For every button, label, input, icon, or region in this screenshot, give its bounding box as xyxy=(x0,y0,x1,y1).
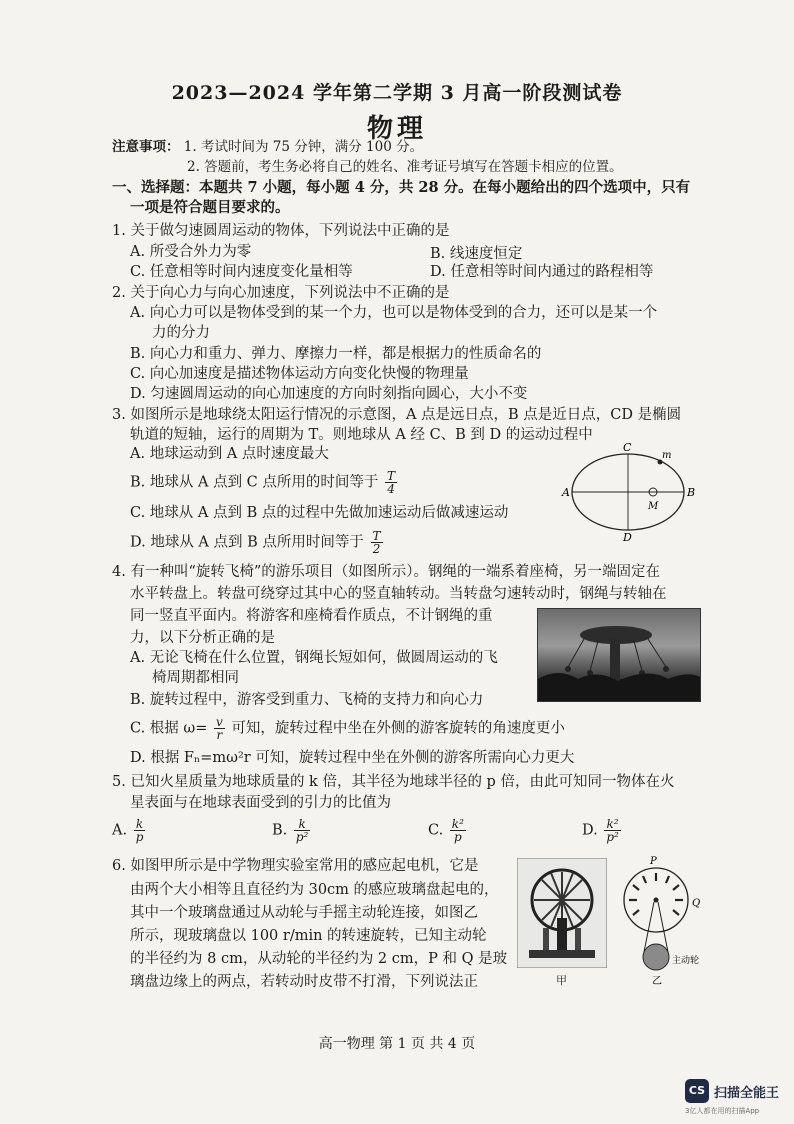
q5-option-a xyxy=(112,818,147,843)
label-M: M xyxy=(648,501,659,512)
q3-stem-2: 轨道的短轴，运行的周期为 T。则地球从 A 经 C、B 到 D 的运动过程中 xyxy=(130,427,593,443)
q5-b-num: k xyxy=(294,818,311,831)
q4-option-c xyxy=(130,716,565,741)
page-footer: 高一物理 第 1 页 共 4 页 xyxy=(318,1036,476,1052)
notes-item-1: 1. 考试时间为 75 分钟，满分 100 分。 xyxy=(183,139,424,155)
driver-wheel xyxy=(643,944,669,970)
q3-d-numerator: T xyxy=(372,529,381,543)
q3-b-denominator: 4 xyxy=(387,482,395,496)
exam-title: 2023—2024 学年第二学期 3 月高一阶段测试卷 xyxy=(171,82,623,104)
q5-c-den: p xyxy=(454,830,462,844)
q4-c-numerator: v xyxy=(216,715,223,729)
q3-option-d-text: D. 地球从 A 点到 B 点所用时间等于 xyxy=(130,534,364,551)
driven-wheel xyxy=(654,898,659,903)
q4-stem-3: 同一竖直平面内。将游客和座椅看作质点，不计钢绳的重 xyxy=(130,608,493,624)
disc-segments xyxy=(629,873,683,915)
wheel-diagram xyxy=(612,854,712,989)
q2-option-a: A. 向心力可以是物体受到的某一个力，也可以是物体受到的合力，还可以是某一个 xyxy=(130,305,658,321)
q3-option-d xyxy=(130,530,385,555)
q2-option-d: D. 匀速圆周运动的向心加速度的方向时刻指向圆心，大小不变 xyxy=(130,386,528,402)
q5-b-fraction xyxy=(294,818,311,843)
section-heading-2: 一项是符合题目要求的。 xyxy=(130,199,290,216)
q5-d-label: D. xyxy=(582,822,598,839)
q5-option-b xyxy=(272,818,312,843)
q4-option-a-cont: 椅周期都相同 xyxy=(152,670,239,686)
generator-graphic xyxy=(517,858,607,968)
q5-c-label: C. xyxy=(428,822,444,839)
q4-option-b: B. 旋转过程中，游客受到重力、飞椅的支持力和向心力 xyxy=(130,692,484,708)
q5-a-fraction xyxy=(134,818,146,843)
q5-option-d xyxy=(582,818,623,843)
q4-stem-4: 力，以下分析正确的是 xyxy=(130,630,275,646)
label-C: C xyxy=(623,442,632,454)
q3-option-b-fraction xyxy=(385,470,397,495)
q5-c-num: k² xyxy=(451,817,464,831)
q1-option-c: C. 任意相等时间内速度变化量相等 xyxy=(130,264,353,280)
orbit-diagram xyxy=(560,442,700,542)
camscanner-logo-icon: CS xyxy=(685,1079,709,1103)
label-yi: 乙 xyxy=(652,976,662,987)
q5-a-label: A. xyxy=(112,822,128,839)
q5-a-den: p xyxy=(135,830,144,844)
label-driver-wheel: 主动轮 xyxy=(672,956,700,966)
q5-a-num: k xyxy=(134,818,146,831)
label-D: D xyxy=(623,531,632,542)
camscanner-tagline: 3亿人都在用的扫描App xyxy=(685,1107,760,1115)
q3-d-denominator: 2 xyxy=(372,542,381,556)
label-m: m xyxy=(662,450,672,461)
q4-option-c-pre: C. 根据 ω= xyxy=(130,720,208,737)
q2-option-b: B. 向心力和重力、弹力、摩擦力一样，都是根据力的性质命名的 xyxy=(130,346,542,362)
notes-line-1 xyxy=(112,137,423,157)
generator-figure xyxy=(517,858,607,968)
q3-b-numerator: T xyxy=(387,469,396,483)
q5-b-label: B. xyxy=(272,822,288,839)
q4-option-d: D. 根据 Fₙ=mω²r 可知，旋转过程中坐在外侧的游客所需向心力更大 xyxy=(130,750,575,766)
label-B: B xyxy=(687,486,696,499)
q5-d-fraction xyxy=(604,818,621,843)
q4-stem-1: 4. 有一种叫“旋转飞椅”的游乐项目（如图所示）。钢绳的一端系着座椅，另一端固定在 xyxy=(112,564,661,580)
notes-item-2: 2. 答题前，考生务必将自己的姓名、准考证号填写在答题卡相应的位置。 xyxy=(187,159,623,175)
label-P: P xyxy=(650,856,657,867)
q4-option-c-post: 可知，旋转过程中坐在外侧的游客旋转的角速度更小 xyxy=(231,720,565,737)
q6-line-6: 璃盘边缘上的两点，若转动时皮带不打滑，下列说法正 xyxy=(130,974,478,990)
q1-option-b: B. 线速度恒定 xyxy=(430,246,523,262)
q3-stem-1: 3. 如图所示是地球绕太阳运行情况的示意图，A 点是远日点，B 点是近日点，CD 是椭圆 xyxy=(112,407,682,423)
q5-option-c xyxy=(428,818,468,843)
q4-stem-2: 水平转盘上。转盘可绕穿过其中心的竖直轴转动。当转盘匀速转动时，钢绳与转轴在 xyxy=(130,586,667,602)
q6-line-5: 的半径约为 8 cm，从动轮的半径约为 2 cm，P 和 Q 是玻 xyxy=(130,951,508,967)
q5-stem-2: 星表面与在地球表面受到的引力的比值为 xyxy=(130,795,391,811)
label-A: A xyxy=(562,486,570,499)
q6-line-4: 所示，现玻璃盘以 100 r/min 的转速旋转，已知主动轮 xyxy=(130,928,487,944)
q4-option-c-fraction xyxy=(214,716,225,741)
q4-c-denominator: r xyxy=(216,728,223,742)
q6-line-1: 6. 如图甲所示是中学物理实验室常用的感应起电机，它是 xyxy=(112,858,479,874)
swing-ride-graphic xyxy=(538,609,700,701)
q4-option-a: A. 无论飞椅在什么位置，钢绳长短如何，做圆周运动的飞 xyxy=(130,650,498,666)
q6-line-2: 由两个大小相等且直径约为 30cm 的感应玻璃盘起电的， xyxy=(130,882,499,898)
q2-option-c: C. 向心加速度是描述物体运动方向变化快慢的物理量 xyxy=(130,366,469,382)
q5-d-num: k² xyxy=(604,818,621,831)
q5-b-den: p² xyxy=(295,830,309,844)
q1-stem: 1. 关于做匀速圆周运动的物体，下列说法中正确的是 xyxy=(112,223,450,239)
q1-option-a: A. 所受合外力为零 xyxy=(130,244,252,260)
q6-line-3: 其中一个玻璃盘通过从动轮与手摇主动轮连接，如图乙 xyxy=(130,905,478,921)
q3-option-b xyxy=(130,470,399,495)
label-jia: 甲 xyxy=(556,974,567,987)
q5-d-den: p² xyxy=(606,830,619,844)
q2-stem: 2. 关于向心力与向心加速度，下列说法中不正确的是 xyxy=(112,285,450,301)
q2-option-a-cont: 力的分力 xyxy=(152,325,210,341)
q5-stem-1: 5. 已知火星质量为地球质量的 k 倍，其半径为地球半径的 p 倍，由此可知同一物体在火 xyxy=(112,774,675,790)
q3-option-d-fraction xyxy=(371,530,383,555)
section-heading: 一、选择题：本题共 7 小题，每小题 4 分，共 28 分。在每小题给出的四个选项中，只有 xyxy=(112,179,691,196)
q1-option-d: D. 任意相等时间内通过的路程相等 xyxy=(430,264,654,280)
label-Q: Q xyxy=(692,898,701,909)
scanner-watermark xyxy=(685,1079,779,1103)
swing-ride-photo xyxy=(537,608,701,702)
notes-label: 注意事项： xyxy=(112,139,180,155)
q3-option-b-text: B. 地球从 A 点到 C 点所用的时间等于 xyxy=(130,474,379,491)
q3-option-a: A. 地球运动到 A 点时速度最大 xyxy=(130,446,329,462)
q3-option-c: C. 地球从 A 点到 B 点的过程中先做加速运动后做减速运动 xyxy=(130,505,509,521)
subject-title: 物理 xyxy=(366,114,427,144)
camscanner-name: 扫描全能王 xyxy=(714,1085,780,1101)
q5-c-fraction xyxy=(450,818,466,843)
